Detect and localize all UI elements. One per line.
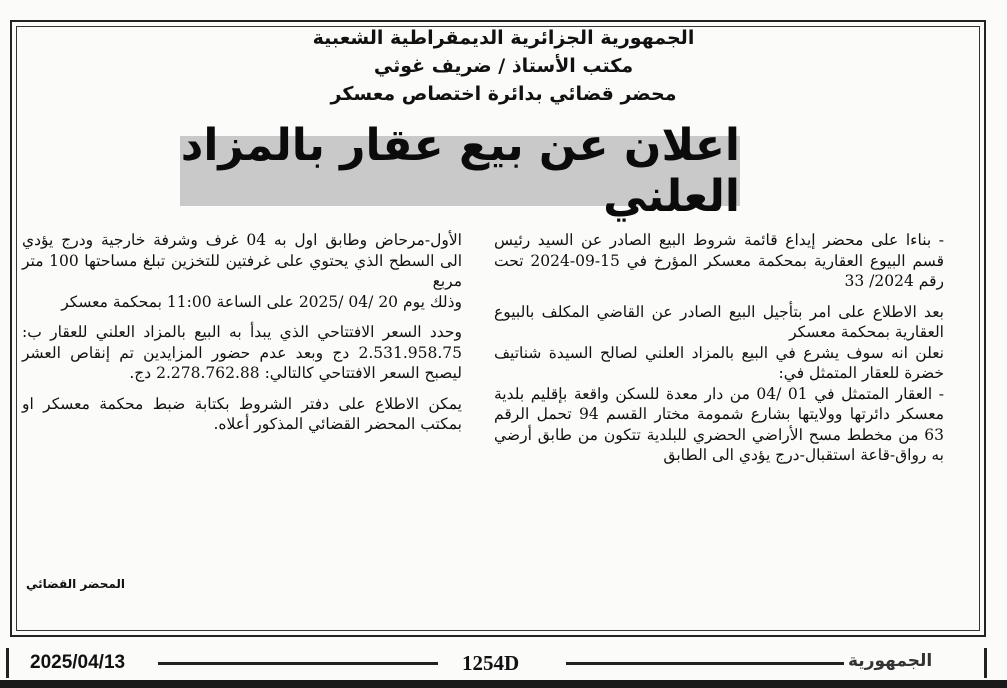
signature-label: المحضر القضائي [26,577,126,591]
footer-rule-right [566,662,844,665]
notice-title: اعلان عن بيع عقار بالمزاد العلني [180,120,740,222]
footer-left-bar [6,648,9,678]
notice-title-banner [180,120,740,222]
scan-edge [0,680,1007,688]
paragraph: يمكن الاطلاع على دفتر الشروط بكتابة ضبط محكمة معسكر او بمكتب المحضر القضائي المذكور أعلاه. [22,394,462,433]
paragraph: الأول-مرحاض وطابق اول به 04 غرف وشرفة خارجية ودرج يؤدي الى السطح الذي يحتوي على غرفتين للتخزين تبلغ مساحتها 100 متر مربع [22,231,462,290]
newspaper-logo: الجمهورية [848,651,933,671]
text-column-right [494,230,944,466]
paragraph: وحدد السعر الافتتاحي الذي يبدأ به البيع بالمزاد العلني للعقار ب: 2.531.958.75 دج وبعد عدم حضور المزايدين تم إنقاص العشر ليصبح السعر الافتتاحي كالتالي: 2.278.762.88 دج. [22,323,462,382]
paragraph: وذلك يوم 20 /04 /2025 على الساعة 11:00 بمحكمة معسكر [61,292,462,311]
footer-right-bar [984,648,987,678]
header-office: مكتب الأستاذ / ضريف غوثي [373,55,634,77]
footer-date: 2025/04/13 [30,652,126,673]
paragraph: نعلن انه سوف يشرع في البيع بالمزاد العلني لصالح السيدة شناتيف خضرة للعقار المتمثل في: [494,343,944,382]
footer-code: 1254D [462,651,520,675]
paragraph: - العقار المتمثل في 01 /04 من دار معدة للسكن واقعة بإقليم بلدية معسكر دائرتها وولايتها بشارع شمومة مختار القسم 94 تحمل الرقم 63 من مخطط مسح الأراضي الحضري للبلدية تتكون من طابق أرضي به رواق-قاعة استقبال-درج يؤدي الى الطابق [494,384,944,464]
header-bailiff: محضر قضائي بدائرة اختصاص معسكر [330,83,677,105]
notice-header [0,24,1007,108]
paragraph: - بناءا على محضر إيداع قائمة شروط البيع الصادر عن السيد رئيس قسم البيوع العقارية بمحكمة معسكر المؤرخ في 15-09-2024 تحت رقم 2024/ 33 [494,231,944,290]
header-republic: الجمهورية الجزائرية الديمقراطية الشعبية [312,27,695,49]
paragraph: بعد الاطلاع على امر بتأجيل البيع الصادر عن القاضي المكلف بالبيوع العقارية بمحكمة معسكر [494,302,944,341]
text-column-left [22,230,462,435]
footer-rule-left [158,662,438,665]
